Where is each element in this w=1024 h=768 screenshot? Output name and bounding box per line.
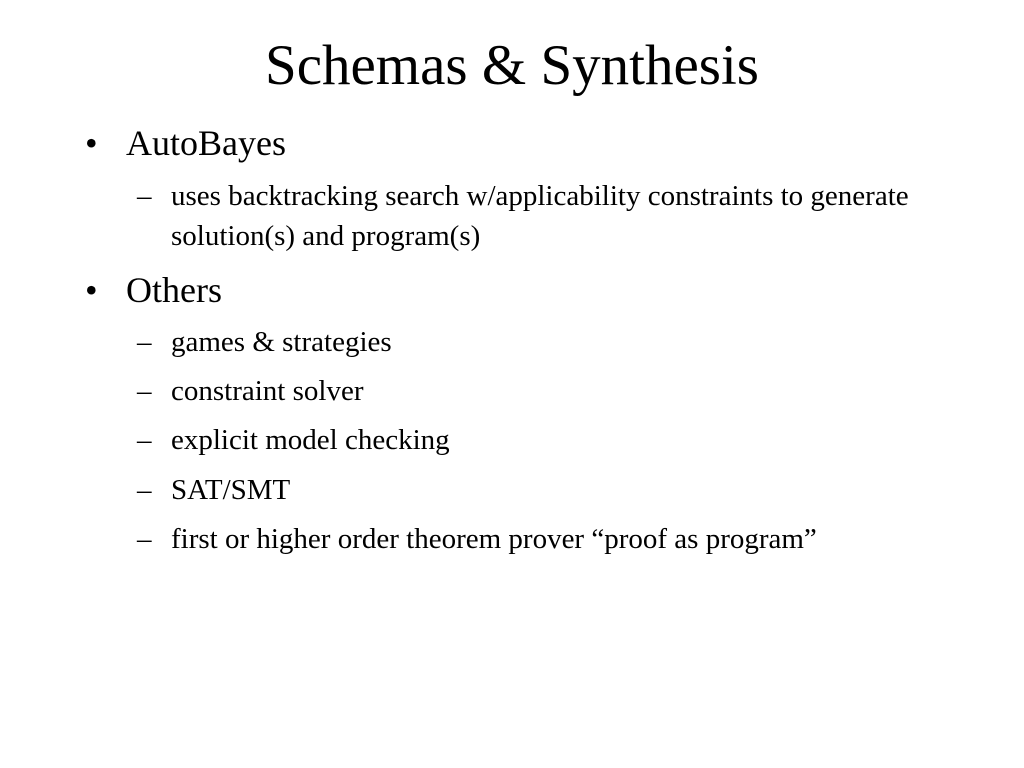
bullet-icon: • [85, 123, 98, 163]
dash-icon: – [137, 424, 152, 456]
dash-icon: – [137, 523, 152, 555]
sub-item-label: explicit model checking [171, 424, 450, 456]
sub-item-label: first or higher order theorem prover “proof as program” [171, 523, 817, 555]
sub-item-label: games & strategies [171, 326, 392, 358]
bullet-label: AutoBayes [126, 123, 286, 163]
sub-item-label: constraint solver [171, 375, 364, 407]
bullet-icon: • [85, 270, 98, 310]
dash-icon: – [137, 326, 152, 358]
dash-icon: – [137, 474, 152, 506]
slide-title: Schemas & Synthesis [265, 34, 759, 97]
bullet-label: Others [126, 270, 222, 310]
sub-item-label: SAT/SMT [171, 474, 291, 506]
dash-icon: – [137, 180, 152, 212]
sub-item-label: uses backtracking search w/applicability constraints to generate solution(s) and program(s) [171, 180, 909, 252]
dash-icon: – [137, 375, 152, 407]
